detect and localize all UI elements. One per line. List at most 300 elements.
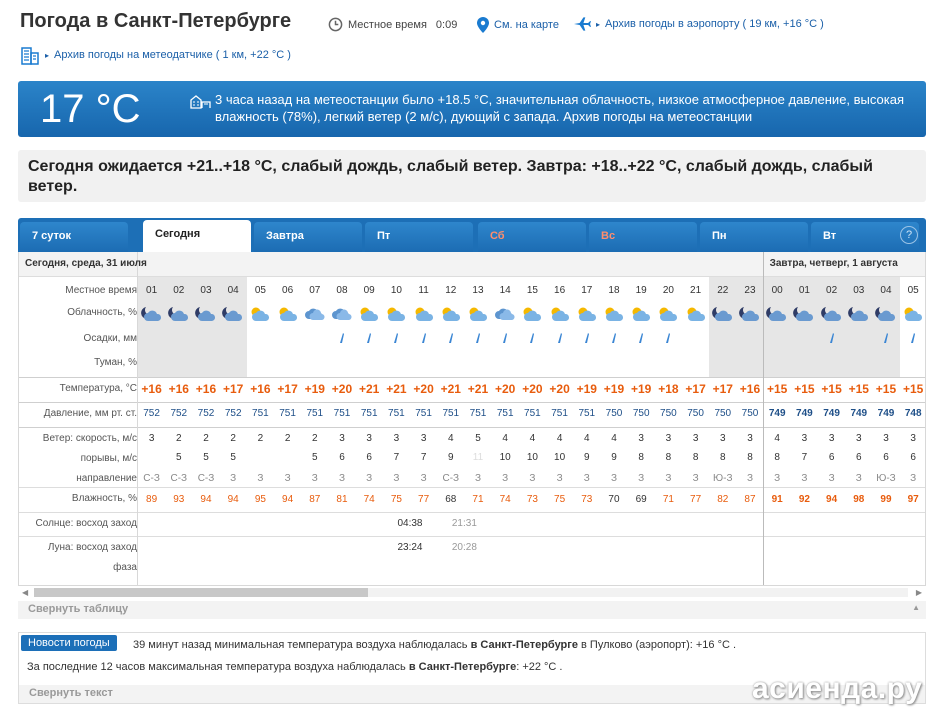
raindrop-icon	[655, 333, 682, 347]
wind-cell: 3	[638, 433, 644, 444]
direction-cell: З	[230, 473, 237, 484]
tab-day-7[interactable]: Вт	[811, 222, 919, 252]
time-cell: 01	[798, 285, 810, 296]
pressure-cell: 750	[741, 408, 759, 419]
direction-cell: З	[855, 473, 862, 484]
wind-cell: 3	[393, 433, 400, 444]
temperature-cell: +16	[195, 382, 217, 396]
pressure-cell: 751	[415, 408, 432, 419]
temperature-cell: +17	[277, 382, 298, 396]
direction-cell: З	[420, 473, 427, 484]
gusts-cell: 6	[828, 452, 835, 463]
gusts-cell: 8	[774, 452, 780, 463]
raindrop-icon	[410, 333, 437, 347]
map-link-label[interactable]: См. на карте	[494, 19, 559, 31]
night-cloud-icon	[220, 305, 247, 326]
direction-cell: Ю-З	[876, 473, 896, 484]
direction-cell: З	[338, 473, 345, 484]
time-cell: 12	[445, 285, 457, 296]
direction-cell: С-З	[442, 473, 460, 484]
day-tabs	[18, 218, 926, 252]
sun-cloud-icon	[410, 305, 437, 326]
scroll-left-icon[interactable]: ◀	[22, 588, 29, 597]
temperature-cell: +15	[767, 382, 788, 396]
direction-cell: З	[583, 473, 590, 484]
news-city: в Санкт-Петербурге	[470, 639, 578, 651]
pressure-cell: 752	[197, 408, 215, 419]
gusts-cell: 6	[883, 452, 889, 463]
gusts-cell: 7	[393, 452, 400, 463]
wind-cell: 2	[312, 433, 318, 444]
wind-cell: 3	[856, 433, 862, 444]
gusts-cell: 5	[203, 452, 209, 463]
sun-cloud-icon	[655, 305, 682, 326]
raindrop-icon	[492, 333, 519, 347]
humidity-cell: 70	[608, 494, 620, 505]
humidity-cell: 94	[200, 494, 212, 505]
sun-cloud-icon	[628, 305, 655, 326]
gusts-cell: 6	[910, 452, 916, 463]
station-archive-label[interactable]: Архив погоды на метеодатчике ( 1 км, +22 °C )	[54, 49, 291, 61]
gusts-cell: 6	[366, 452, 372, 463]
wind-cell: 3	[801, 433, 808, 444]
gusts-cell: 7	[801, 452, 808, 463]
day-header-today: Сегодня, среда, 31 июля	[25, 258, 147, 269]
raindrop-icon	[600, 333, 627, 347]
temperature-cell: +15	[794, 382, 815, 396]
humidity-cell: 87	[309, 494, 321, 505]
airport-archive-label[interactable]: Архив погоды в аэропорту ( 19 км, +16 °C )	[605, 18, 824, 30]
pressure-cell: 748	[904, 408, 922, 419]
wind-cell: 3	[692, 433, 699, 444]
time-cell: 01	[146, 285, 158, 296]
tab-day-0[interactable]: 7 суток	[20, 222, 128, 252]
moon-phase-icon	[437, 558, 464, 581]
direction-cell: З	[746, 473, 753, 484]
time-cell: 17	[581, 285, 593, 296]
tab-day-5[interactable]: Вс	[589, 222, 697, 252]
rain-cloud-icon	[301, 305, 328, 326]
raindrop-icon	[818, 333, 845, 347]
row-divider	[19, 402, 926, 403]
temperature-cell: +18	[658, 382, 679, 396]
time-cell: 03	[853, 285, 865, 296]
wind-cell: 4	[611, 433, 617, 444]
news-text: : +22 °C .	[516, 661, 563, 673]
time-cell: 11	[418, 285, 429, 296]
wind-cell: 3	[883, 433, 889, 444]
pressure-cell: 751	[360, 408, 378, 419]
temperature-cell: +17	[223, 382, 244, 396]
time-cell: 05	[907, 285, 919, 296]
page-title: Погода в Санкт-Петербурге	[20, 10, 292, 32]
wind-cell: 4	[584, 433, 590, 444]
time-cell: 04	[880, 285, 892, 296]
station-archive-link[interactable]	[20, 45, 291, 65]
humidity-cell: 82	[717, 494, 729, 505]
humidity-cell: 73	[526, 494, 538, 505]
moonrise-time: 23:24	[397, 542, 423, 553]
news-text: За последние 12 часов максимальная температура воздуха наблюдалась	[27, 661, 409, 673]
pressure-cell: 751	[524, 408, 541, 419]
arrow-icon: ▸	[45, 50, 50, 60]
raindrop-icon	[356, 333, 383, 347]
news-text: 39 минут назад минимальная температура воздуха наблюдалась	[133, 639, 471, 651]
humidity-cell: 71	[662, 494, 674, 505]
tab-day-2[interactable]: Завтра	[254, 222, 362, 252]
wind-cell: 5	[475, 433, 481, 444]
table-scrollbar[interactable]	[18, 586, 926, 600]
wind-cell: 4	[529, 433, 536, 444]
raindrop-icon	[328, 333, 355, 347]
row-divider	[19, 276, 926, 277]
gusts-cell: 8	[665, 452, 672, 463]
arrow-icon: ▸	[596, 19, 601, 29]
current-weather-panel	[18, 81, 926, 137]
time-cell: 10	[390, 285, 402, 296]
pressure-cell: 749	[850, 408, 868, 419]
pressure-cell: 750	[632, 408, 650, 419]
pressure-cell: 751	[551, 408, 568, 419]
sun-cloud-icon	[356, 305, 383, 326]
pressure-cell: 749	[796, 408, 813, 419]
wind-cell: 3	[420, 433, 427, 444]
pressure-cell: 751	[578, 408, 596, 419]
night-cloud-icon	[872, 305, 899, 326]
wind-cell: 3	[665, 433, 672, 444]
gusts-cell: 10	[554, 452, 566, 463]
temperature-cell: +20	[413, 382, 434, 396]
temperature-cell: +17	[685, 382, 706, 396]
time-cell: 18	[608, 285, 620, 296]
gusts-cell: 9	[448, 452, 454, 463]
temperature-cell: +16	[739, 382, 761, 396]
collapse-table-link[interactable]	[18, 601, 926, 619]
humidity-cell: 95	[254, 494, 266, 505]
gusts-cell: 11	[472, 452, 484, 463]
direction-cell: З	[529, 473, 536, 484]
page-header	[0, 0, 947, 76]
direction-cell: З	[311, 473, 318, 484]
humidity-cell: 94	[282, 494, 294, 505]
wind-cell: 3	[339, 433, 345, 444]
raindrop-icon	[383, 333, 410, 347]
tab-day-1[interactable]: Сегодня	[143, 220, 251, 252]
gusts-cell: 8	[638, 452, 644, 463]
day-header-tomorrow: Завтра, четверг, 1 августа	[769, 258, 898, 269]
temperature-cell: +19	[603, 382, 625, 396]
time-cell: 14	[499, 285, 511, 296]
wind-cell: 3	[828, 433, 835, 444]
temperature-cell: +20	[522, 382, 543, 396]
wind-cell: 2	[176, 433, 182, 444]
temperature-cell: +19	[576, 382, 597, 396]
wind-cell: 2	[284, 433, 291, 444]
current-weather-description: 3 часа назад на метеостанции было +18.5 °C, значительная облачность, низкое атмосферное давление, высокая влажность (78%), легкий ветер (2 м/с), дующий с запада. Архив погоды на метеостанции	[215, 92, 905, 124]
pressure-cell: 751	[469, 408, 487, 419]
humidity-cell: 97	[907, 494, 919, 505]
sun-cloud-icon	[464, 305, 491, 326]
tab-day-6[interactable]: Пн	[700, 222, 808, 252]
temperature-cell: +15	[903, 382, 924, 396]
gusts-cell: 6	[856, 452, 862, 463]
pressure-cell: 749	[768, 408, 786, 419]
tab-day-3[interactable]: Пт	[365, 222, 473, 252]
row-divider	[19, 487, 926, 488]
night-cloud-icon	[165, 305, 192, 326]
station-icon[interactable]	[190, 93, 212, 109]
direction-cell: З	[284, 473, 291, 484]
time-cell: 00	[771, 285, 783, 296]
gusts-cell: 5	[176, 452, 182, 463]
direction-cell: З	[638, 473, 645, 484]
temperature-cell: +15	[821, 382, 842, 396]
time-cell: 20	[662, 285, 674, 296]
row-divider	[19, 536, 926, 537]
pressure-cell: 749	[823, 408, 840, 419]
pressure-cell: 750	[714, 408, 732, 419]
hourly-forecast-table	[18, 252, 926, 586]
sun-cloud-icon	[519, 305, 546, 326]
night-cloud-icon	[709, 305, 736, 326]
time-cell: 07	[309, 285, 321, 296]
watermark: асиенда.ру	[752, 672, 923, 705]
gusts-cell: 10	[499, 452, 511, 463]
row-label-phase: фаза	[113, 562, 137, 573]
time-cell: 23	[744, 285, 756, 296]
temperature-cell: +20	[495, 382, 516, 396]
time-cell: 09	[363, 285, 375, 296]
gusts-cell: 5	[230, 452, 236, 463]
time-cell: 08	[336, 285, 348, 296]
humidity-cell: 73	[581, 494, 593, 505]
wind-cell: 4	[774, 433, 780, 444]
sun-cloud-icon	[437, 305, 464, 326]
row-label-time: Местное время	[65, 285, 137, 296]
night-cloud-icon	[192, 305, 219, 326]
sunset-time: 21:31	[451, 518, 477, 529]
help-icon[interactable]: ?	[900, 226, 918, 244]
time-cell: 15	[526, 285, 538, 296]
wind-cell: 4	[556, 433, 563, 444]
temperature-cell: +16	[250, 382, 271, 396]
temperature-cell: +20	[549, 382, 570, 396]
row-label-cloud: Облачность, %	[67, 307, 137, 318]
pressure-cell: 749	[877, 408, 895, 419]
direction-cell: З	[801, 473, 808, 484]
night-cloud-icon	[791, 305, 818, 326]
humidity-cell: 77	[690, 494, 702, 505]
moonset-time: 20:28	[451, 542, 477, 553]
humidity-cell: 91	[771, 494, 783, 505]
local-time	[328, 17, 457, 32]
rain-cloud-icon	[492, 305, 519, 326]
tab-day-4[interactable]: Сб	[478, 222, 586, 252]
humidity-cell: 69	[635, 494, 647, 505]
temperature-cell: +21	[359, 382, 380, 396]
wind-cell: 3	[148, 433, 155, 444]
direction-cell: С-З	[143, 473, 160, 484]
raindrop-icon	[872, 333, 899, 347]
wind-cell: 3	[747, 433, 753, 444]
time-cell: 02	[826, 285, 838, 296]
forecast-summary: Сегодня ожидается +21..+18 °C, слабый дождь, слабый ветер. Завтра: +18..+22 °C, слабый дождь, слабый ветер.	[18, 150, 926, 202]
humidity-cell: 77	[418, 494, 430, 505]
collapse-table-label[interactable]: Свернуть таблицу	[28, 603, 129, 615]
current-temperature: 17 °C	[40, 87, 141, 131]
raindrop-icon	[628, 333, 655, 347]
temperature-cell: +15	[848, 382, 869, 396]
humidity-cell: 98	[853, 494, 865, 505]
label-divider	[137, 252, 138, 586]
gusts-cell: 8	[720, 452, 726, 463]
wind-cell: 4	[502, 433, 508, 444]
news-item	[133, 639, 736, 651]
direction-cell: З	[774, 473, 781, 484]
news-tab[interactable]: Новости погоды	[21, 635, 117, 651]
time-cell: 04	[227, 285, 239, 296]
row-label-pressure: Давление, мм рт. ст.	[43, 408, 137, 419]
wind-cell: 2	[257, 433, 264, 444]
airplane-icon	[574, 17, 591, 31]
time-cell: 22	[717, 285, 729, 296]
rain-cloud-icon	[328, 305, 355, 326]
direction-cell: Ю-З	[713, 473, 733, 484]
pressure-cell: 751	[388, 408, 405, 419]
row-label-precip: Осадки, мм	[83, 333, 137, 344]
night-cloud-icon	[764, 305, 791, 326]
humidity-cell: 74	[499, 494, 511, 505]
gusts-cell: 9	[611, 452, 617, 463]
pressure-cell: 750	[687, 408, 704, 419]
sun-cloud-icon	[900, 305, 926, 326]
direction-cell: З	[692, 473, 699, 484]
airport-archive-link[interactable]	[574, 17, 824, 31]
humidity-cell: 89	[146, 494, 158, 505]
scroll-right-icon[interactable]: ▶	[915, 588, 922, 597]
temperature-cell: +19	[304, 382, 325, 396]
wind-cell: 2	[203, 433, 209, 444]
wind-cell: 3	[910, 433, 916, 444]
time-cell: 19	[635, 285, 647, 296]
sun-cloud-icon	[383, 305, 410, 326]
sun-cloud-icon	[546, 305, 573, 326]
pressure-cell: 751	[306, 408, 324, 419]
pressure-cell: 751	[496, 408, 514, 419]
map-link[interactable]	[477, 17, 559, 33]
raindrop-icon	[546, 333, 573, 347]
collapse-up-icon[interactable]: ▲	[912, 603, 920, 612]
time-cell: 06	[282, 285, 294, 296]
gusts-cell: 9	[584, 452, 590, 463]
direction-cell: З	[257, 473, 264, 484]
sun-cloud-icon	[573, 305, 600, 326]
night-cloud-icon	[736, 305, 763, 326]
scroll-thumb[interactable]	[34, 588, 368, 597]
sun-cloud-icon	[247, 305, 274, 326]
row-label-wind: Ветер: скорость, м/с	[42, 433, 137, 444]
sun-cloud-icon	[682, 305, 709, 326]
direction-cell: З	[393, 473, 400, 484]
row-divider	[19, 427, 926, 428]
row-divider	[19, 512, 926, 513]
direction-cell: З	[474, 473, 481, 484]
humidity-cell: 99	[880, 494, 892, 505]
news-city: в Санкт-Петербурге	[408, 661, 517, 673]
humidity-cell: 75	[390, 494, 402, 505]
pressure-cell: 752	[143, 408, 160, 419]
night-cloud-icon	[138, 305, 165, 326]
gusts-cell: 10	[526, 452, 538, 463]
raindrop-icon	[573, 333, 600, 347]
pressure-cell: 750	[660, 408, 677, 419]
direction-cell: С-З	[197, 473, 215, 484]
gusts-cell: 8	[692, 452, 699, 463]
row-label-humidity: Влажность, %	[71, 493, 137, 504]
direction-cell: З	[665, 473, 672, 484]
row-label-moon: Луна: восход заход	[47, 542, 137, 553]
sunrise-time: 04:38	[397, 518, 423, 529]
clock-icon	[328, 17, 343, 32]
night-cloud-icon	[818, 305, 845, 326]
building-icon	[20, 45, 40, 65]
direction-cell: З	[556, 473, 563, 484]
gusts-cell: 5	[312, 452, 318, 463]
row-label-gusts: порывы, м/с	[80, 453, 137, 464]
pressure-cell: 751	[442, 408, 460, 419]
time-cell: 13	[472, 285, 484, 296]
local-time-label: Местное время	[348, 18, 427, 31]
direction-cell: З	[610, 473, 617, 484]
raindrop-icon	[900, 333, 926, 347]
direction-cell: С-З	[170, 473, 188, 484]
humidity-cell: 81	[336, 494, 348, 505]
row-label-temp: Температура, °C	[59, 383, 137, 394]
pressure-cell: 752	[170, 408, 188, 419]
time-cell: 21	[690, 285, 702, 296]
map-pin-icon	[477, 17, 489, 33]
humidity-cell: 92	[798, 494, 810, 505]
humidity-cell: 75	[554, 494, 566, 505]
wind-cell: 3	[720, 433, 726, 444]
night-cloud-icon	[845, 305, 872, 326]
sun-cloud-icon	[600, 305, 627, 326]
day-divider	[763, 252, 764, 586]
pressure-cell: 750	[605, 408, 623, 419]
temperature-cell: +17	[712, 382, 733, 396]
pressure-cell: 751	[333, 408, 351, 419]
sun-cloud-icon	[274, 305, 301, 326]
humidity-cell: 74	[363, 494, 375, 505]
humidity-cell: 68	[445, 494, 457, 505]
time-cell: 03	[200, 285, 212, 296]
gusts-cell: 6	[339, 452, 345, 463]
gusts-cell: 7	[420, 452, 427, 463]
temperature-cell: +19	[631, 382, 652, 396]
pressure-cell: 752	[224, 408, 242, 419]
direction-cell: З	[366, 473, 373, 484]
temperature-cell: +16	[141, 382, 162, 396]
time-cell: 05	[254, 285, 266, 296]
row-label-direction: направление	[76, 473, 137, 484]
humidity-cell: 71	[472, 494, 484, 505]
direction-cell: З	[910, 473, 917, 484]
local-time-value: 0:09	[435, 18, 458, 31]
temperature-cell: +20	[331, 382, 353, 396]
temperature-cell: +21	[386, 382, 407, 396]
time-cell: 16	[554, 285, 566, 296]
collapse-text-link[interactable]: Свернуть текст	[19, 685, 925, 703]
